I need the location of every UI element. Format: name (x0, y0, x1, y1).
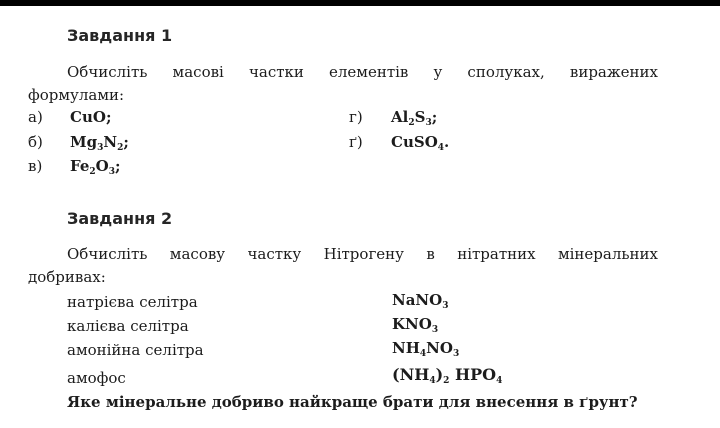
task2-title: Завдання 2 (67, 209, 173, 228)
task1-title: Завдання 1 (67, 26, 173, 45)
top-border (0, 0, 720, 6)
item-letter: г) (349, 108, 363, 126)
task2-instructions (28, 243, 658, 289)
fertilizer-name: калієва селітра (67, 317, 189, 335)
item-letter: в) (28, 157, 43, 175)
fertilizer-name: амонійна селітра (67, 341, 204, 359)
formula: $Mg_3N_2$; (70, 133, 129, 153)
fertilizer-formula: $KNO_3$ (392, 315, 439, 335)
item-letter: б) (28, 133, 43, 151)
task1-item-g-acute (349, 133, 449, 153)
task1-item-a (28, 108, 111, 126)
formula: $Al_2S_3$; (391, 108, 438, 128)
fertilizer-name: натрієва селітра (67, 293, 198, 311)
item-letter: а) (28, 108, 43, 126)
item-letter: ґ) (349, 133, 363, 151)
task1-item-g (349, 108, 437, 128)
fertilizer-formula: NaNO$_3$ (392, 291, 449, 311)
task1-item-b (28, 133, 129, 153)
fertilizer-formula: $NH_4NO_3$ (392, 339, 460, 359)
task2-text-line2: добривах: (28, 268, 106, 286)
task2-text-line1: Обчисліть масову частку Нітрогену в нітратних мінеральних (67, 245, 658, 263)
formula: CuSO$_4$. (391, 133, 450, 153)
task2-question: Яке мінеральне добриво найкраще брати для внесення в ґрунт? (67, 393, 638, 411)
task1-text-line2: формулами: (28, 86, 125, 104)
fertilizer-name: амофос (67, 369, 126, 387)
formula: CuO; (70, 108, 112, 126)
task1-text-line1: Обчисліть масові частки елементів у сполуках, виражених (67, 63, 658, 81)
task1-item-c (28, 157, 121, 177)
formula: $Fe_2O_3$; (70, 157, 121, 177)
fertilizer-formula: $(NH_4)_2$ $HPO_4$ (392, 365, 503, 386)
task1-instructions (28, 61, 658, 107)
